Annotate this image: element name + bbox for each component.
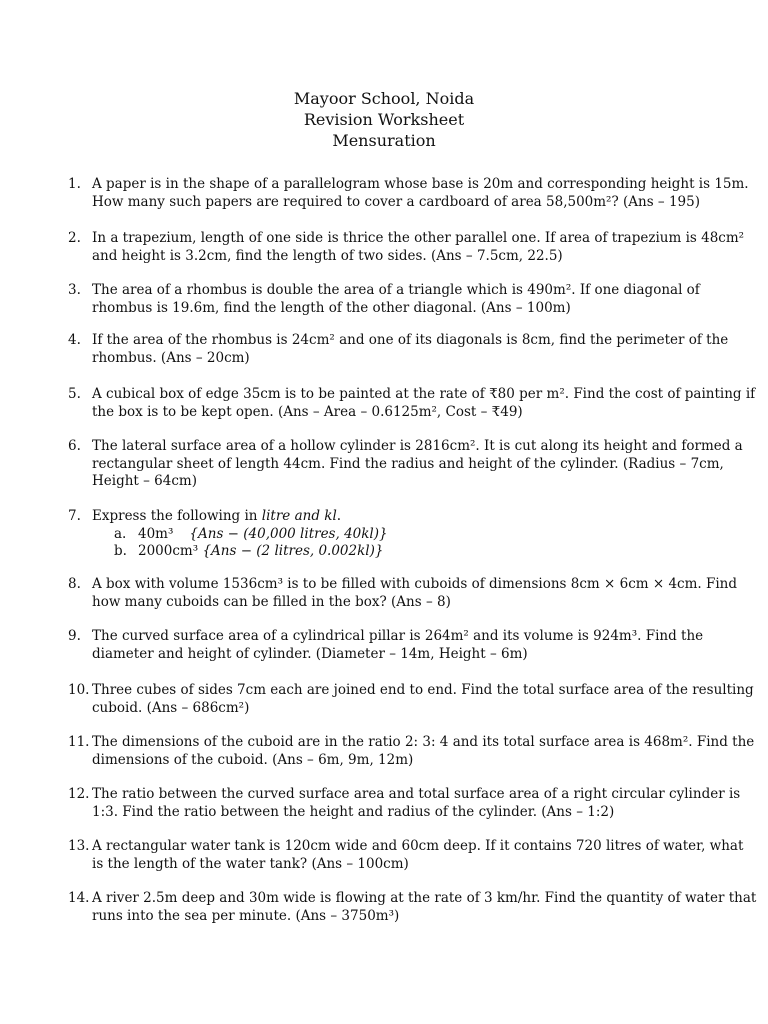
question-number: 7.	[68, 508, 81, 524]
question-4	[68, 332, 758, 367]
question-6	[68, 438, 758, 491]
subpart-value: 40m³	[138, 525, 174, 542]
question-text: A box with volume 1536cm³ is to be filled with cuboids of dimensions 8cm × 6cm × 4cm. Find how many cuboids can be filled in the box? (Ans – 8)	[92, 576, 738, 610]
subpart-letter: a.	[114, 525, 127, 542]
worksheet-header	[0, 88, 768, 151]
subpart-value: 2000cm³	[138, 543, 199, 559]
question-text: The curved surface area of a cylindrical pillar is 264m² and its volume is 924m³. Find the diameter and height of cylinder. (Diameter – 14m, Height – 6m)	[92, 628, 704, 662]
question-7	[68, 508, 758, 561]
math-units: litre and kl	[261, 508, 337, 524]
question-9	[68, 628, 758, 663]
question-1	[68, 176, 758, 211]
subpart-answer: {Ans − (40,000 litres, 40kl)}	[189, 525, 388, 542]
question-12	[68, 786, 758, 821]
question-text: Three cubes of sides 7cm each are joined end to end. Find the total surface area of the resulting cuboid. (Ans – 686cm²)	[92, 682, 754, 716]
question-number: 1.	[68, 176, 81, 192]
subpart-answer: {Ans − (2 litres, 0.002kl)}	[202, 543, 384, 559]
subpart-b	[92, 543, 758, 561]
question-text: The area of a rhombus is double the area of a triangle which is 490m². If one diagonal of rhombus is 19.6m, find the length of the other diagonal. (Ans – 100m)	[92, 282, 700, 316]
question-number: 8.	[68, 576, 81, 592]
question-text: A cubical box of edge 35cm is to be painted at the rate of ₹80 per m². Find the cost of painting if the box is to be kept open. (Ans – Area – 0.6125m², Cost – ₹49)	[92, 386, 756, 420]
question-number: 6.	[68, 438, 81, 454]
question-text: In a trapezium, length of one side is thrice the other parallel one. If area of trapezium is 48cm² and height is 3.2cm, find the length of two sides. (Ans – 7.5cm, 22.5)	[92, 230, 745, 264]
school-name: Mayoor School, Noida	[293, 89, 475, 108]
question-number: 13.	[68, 838, 90, 854]
question-8	[68, 576, 758, 611]
question-text: A rectangular water tank is 120cm wide and 60cm deep. If it contains 720 litres of water, what is the length of the water tank? (Ans – 100cm)	[92, 838, 744, 872]
question-text: The ratio between the curved surface area and total surface area of a right circular cylinder is 1:3. Find the ratio between the height and radius of the cylinder. (Ans – 1:2)	[92, 786, 741, 820]
question-5	[68, 386, 758, 421]
subpart-letter: b.	[114, 543, 127, 559]
question-number: 9.	[68, 628, 81, 644]
question-number: 4.	[68, 332, 81, 348]
question-11	[68, 734, 758, 769]
question-10	[68, 682, 758, 717]
subpart-a	[92, 526, 758, 544]
question-number: 10.	[68, 682, 90, 698]
question-number: 14.	[68, 890, 90, 906]
question-number: 12.	[68, 786, 90, 802]
question-13	[68, 838, 758, 873]
question-3	[68, 282, 758, 317]
question-number: 5.	[68, 386, 81, 402]
question-text: A river 2.5m deep and 30m wide is flowing at the rate of 3 km/hr. Find the quantity of water that runs into the sea per minute. (Ans – 3750m³)	[92, 890, 757, 924]
question-2	[68, 230, 758, 265]
question-number: 3.	[68, 282, 81, 298]
question-text	[92, 508, 758, 526]
question-number: 11.	[68, 734, 90, 750]
question-14	[68, 890, 758, 925]
question-text-suffix: .	[336, 508, 342, 524]
question-text-prefix: Express the following in	[92, 508, 262, 524]
worksheet-title: Revision Worksheet	[303, 110, 465, 129]
question-text: The dimensions of the cuboid are in the ratio 2: 3: 4 and its total surface area is 468m². Find the dimensions of the cuboid. (Ans – 6m, 9m, 12m)	[92, 734, 755, 768]
question-text: If the area of the rhombus is 24cm² and one of its diagonals is 8cm, find the perimeter of the rhombus. (Ans – 20cm)	[92, 332, 729, 366]
question-text: A paper is in the shape of a parallelogram whose base is 20m and corresponding height is 15m. How many such papers are required to cover a cardboard of area 58,500m²? (Ans – 195)	[92, 176, 749, 210]
question-number: 2.	[68, 230, 81, 246]
question-text: The lateral surface area of a hollow cylinder is 2816cm². It is cut along its height and formed a rectangular sheet of length 44cm. Find the radius and height of the cylinder. (Radius – 7cm, Height – 64cm)	[92, 438, 743, 489]
topic-title: Mensuration	[332, 131, 436, 150]
